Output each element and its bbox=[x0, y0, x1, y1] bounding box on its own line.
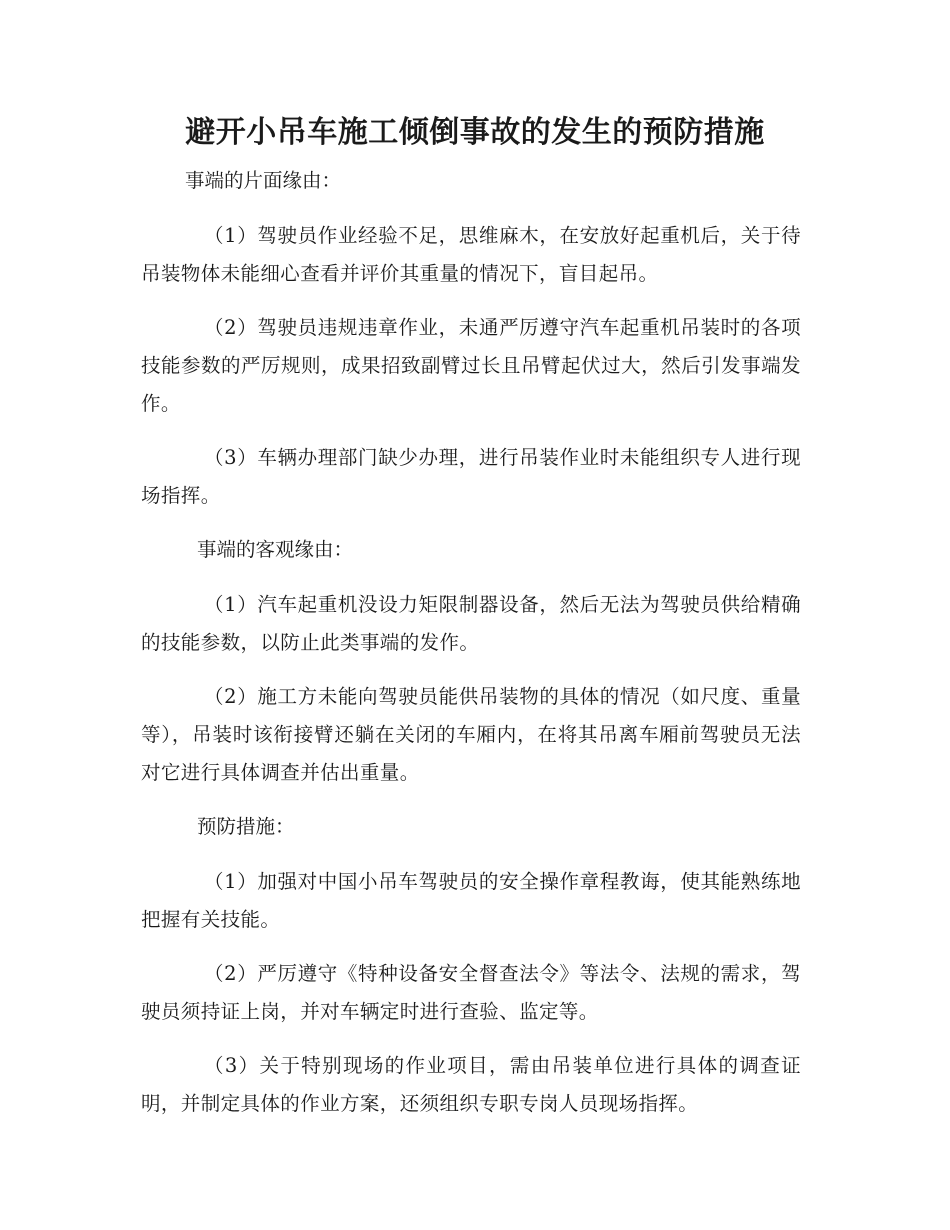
paragraph: （3）车辆办理部门缺少办理，进行吊装作业时未能组织专人进行现场指挥。 bbox=[141, 446, 801, 507]
paragraph: （2）施工方未能向驾驶员能供吊装物的具体的情况（如尺度、重量等），吊装时该衔接臂还躺在关闭的车厢内，在将其吊离车厢前驾驶员无法对它进行具体调查并估出重量。 bbox=[141, 685, 801, 784]
section-heading-objective-causes: 事端的客观缘由： bbox=[197, 538, 354, 561]
paragraph: （1）加强对中国小吊车驾驶员的安全操作章程教诲，使其能熟练地把握有关技能。 bbox=[141, 870, 801, 931]
paragraph: （1）汽车起重机没设力矩限制器设备，然后无法为驾驶员供给精确的技能参数，以防止此类事端的发作。 bbox=[141, 593, 801, 654]
paragraph: （2）驾驶员违规违章作业，未通严厉遵守汽车起重机吊装时的各项技能参数的严厉规则，成果招致副臂过长且吊臂起伏过大，然后引发事端发作。 bbox=[141, 316, 801, 415]
section-heading-subjective-causes: 事端的片面缘由： bbox=[185, 169, 342, 192]
paragraph: （2）严厉遵守《特种设备安全督查法令》等法令、法规的需求，驾驶员须持证上岗，并对车辆定时进行查验、监定等。 bbox=[141, 962, 801, 1023]
paragraph: （3）关于特别现场的作业项目，需由吊装单位进行具体的调查证明，并制定具体的作业方案，还须组织专职专岗人员现场指挥。 bbox=[141, 1054, 801, 1115]
document-title: 避开小吊车施工倾倒事故的发生的预防措施 bbox=[185, 115, 765, 150]
section-heading-preventive-measures: 预防措施： bbox=[197, 815, 295, 838]
document-body bbox=[141, 162, 801, 1139]
paragraph: （1）驾驶员作业经验不足，思维麻木，在安放好起重机后，关于待吊装物体未能细心查看并评价其重量的情况下，盲目起吊。 bbox=[141, 224, 801, 285]
